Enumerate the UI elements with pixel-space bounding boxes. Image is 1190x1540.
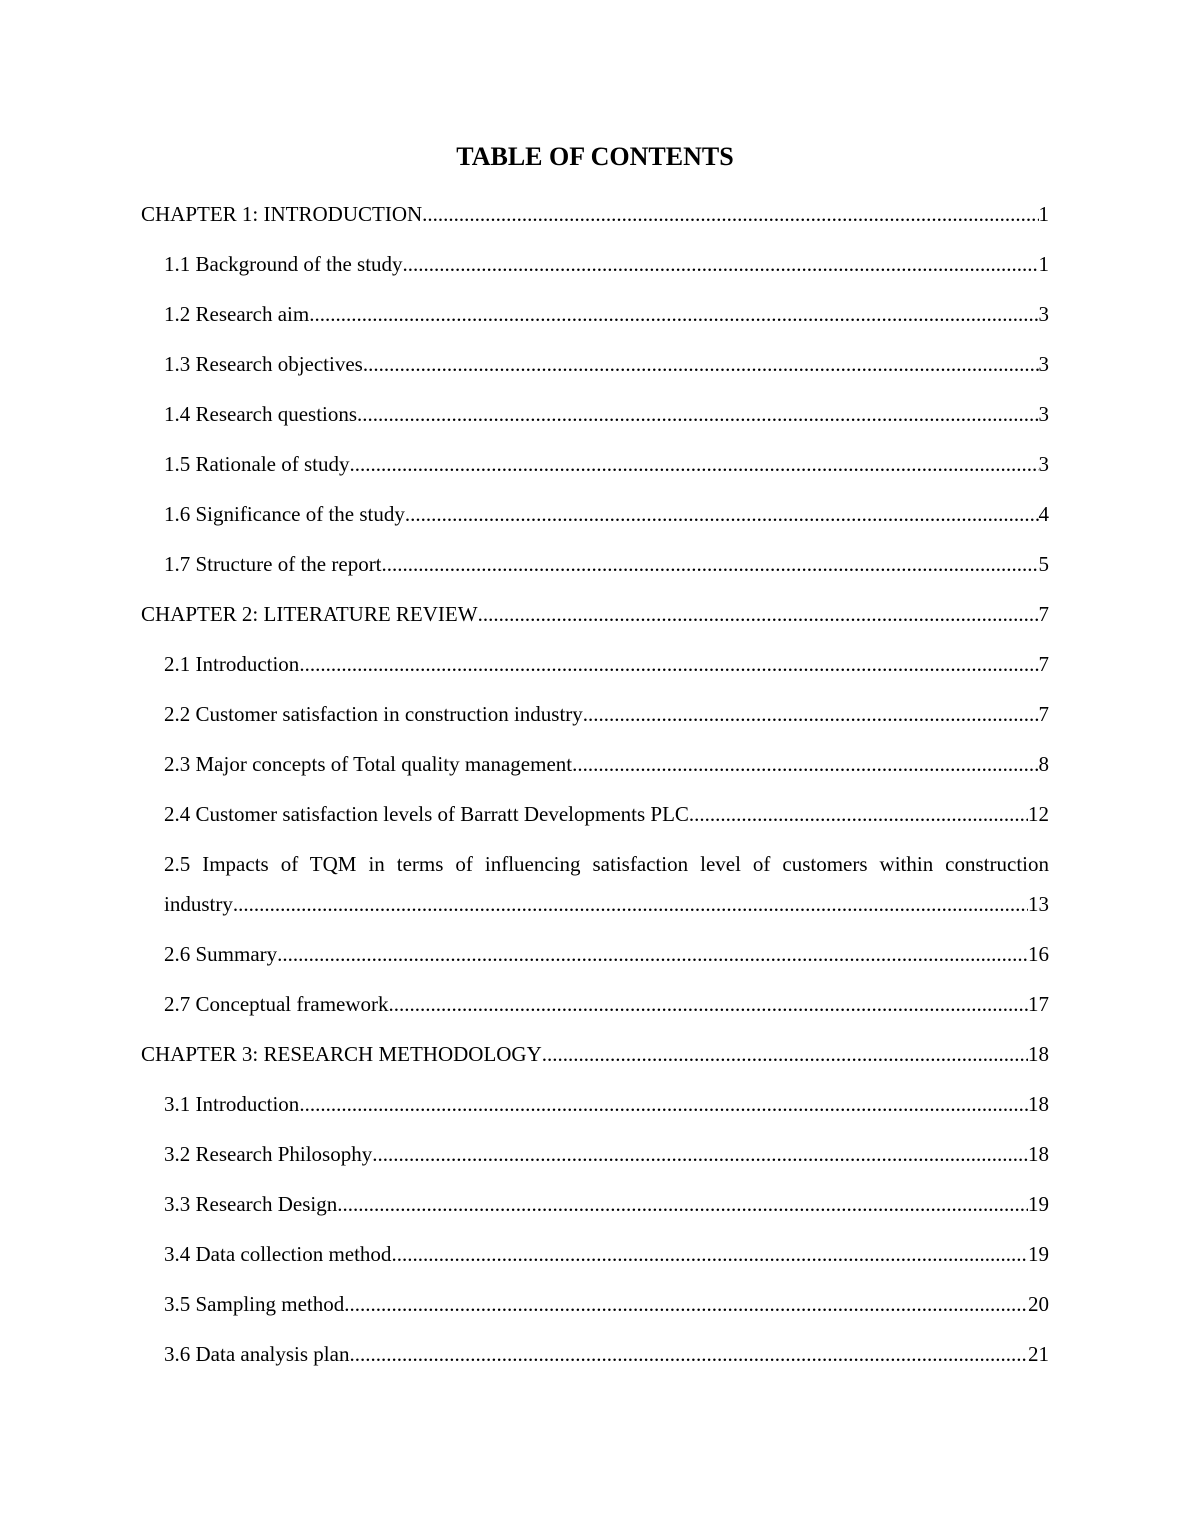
toc-entry-label: 3.6 Data analysis plan <box>164 1342 350 1366</box>
toc-dot-leader <box>357 394 1038 434</box>
toc-entry-chapter-2[interactable] <box>0 594 1190 634</box>
toc-entry-label: 3.3 Research Design <box>164 1192 338 1216</box>
toc-entry-label: 3.2 Research Philosophy <box>164 1142 373 1166</box>
toc-dot-leader <box>299 1084 1028 1124</box>
toc-list <box>0 194 1190 1384</box>
toc-dot-leader <box>363 344 1039 384</box>
toc-page-number: 7 <box>1038 602 1049 626</box>
toc-entry-1-6[interactable] <box>0 494 1190 534</box>
toc-entry-2-4[interactable] <box>0 794 1190 834</box>
toc-entry-label: CHAPTER 1: INTRODUCTION <box>141 202 423 226</box>
toc-entry-label: 2.1 Introduction <box>164 652 300 676</box>
toc-dot-leader <box>583 694 1039 734</box>
toc-page-number: 8 <box>1038 752 1049 776</box>
toc-entry-2-3[interactable] <box>0 744 1190 784</box>
toc-entry-label: 3.4 Data collection method <box>164 1242 392 1266</box>
toc-entry-2-2[interactable] <box>0 694 1190 734</box>
toc-page-number: 18 <box>1028 1092 1049 1116</box>
toc-entry-label: 2.2 Customer satisfaction in construction industry <box>164 702 583 726</box>
toc-page-number: 3 <box>1038 302 1049 326</box>
toc-entry-label: 1.4 Research questions <box>164 402 358 426</box>
toc-entry-1-4[interactable] <box>0 394 1190 434</box>
toc-dot-leader <box>309 294 1038 334</box>
toc-entry-chapter-1[interactable] <box>0 194 1190 234</box>
toc-entry-label: CHAPTER 3: RESEARCH METHODOLOGY <box>141 1042 542 1066</box>
toc-entry-2-7[interactable] <box>0 984 1190 1024</box>
toc-entry-3-2[interactable] <box>0 1134 1190 1174</box>
toc-entry-label: 2.6 Summary <box>164 942 278 966</box>
toc-entry-label-line1: 2.5 Impacts of TQM in terms of influencing satisfaction level of customers within construction <box>164 852 1049 876</box>
toc-page-number: 3 <box>1038 452 1049 476</box>
toc-entry-3-4[interactable] <box>0 1234 1190 1274</box>
toc-entry-label: 1.6 Significance of the study <box>164 502 405 526</box>
toc-page-number: 20 <box>1028 1292 1049 1316</box>
toc-dot-leader <box>299 644 1038 684</box>
toc-entry-label: 2.4 Customer satisfaction levels of Barratt Developments PLC <box>164 802 689 826</box>
toc-page-number: 21 <box>1028 1342 1049 1366</box>
toc-entry-label: 2.3 Major concepts of Total quality management <box>164 752 573 776</box>
toc-entry-3-1[interactable] <box>0 1084 1190 1124</box>
toc-entry-label: CHAPTER 2: LITERATURE REVIEW <box>141 602 478 626</box>
toc-dot-leader <box>422 194 1038 234</box>
toc-entry-2-1[interactable] <box>0 644 1190 684</box>
toc-entry-1-5[interactable] <box>0 444 1190 484</box>
toc-dot-leader <box>391 1234 1028 1274</box>
toc-dot-leader <box>389 984 1028 1024</box>
toc-dot-leader <box>572 744 1038 784</box>
toc-page-number: 3 <box>1038 402 1049 426</box>
toc-entry-label: 1.2 Research aim <box>164 302 310 326</box>
toc-page-number: 1 <box>1038 252 1049 276</box>
toc-dot-leader <box>542 1034 1028 1074</box>
toc-dot-leader <box>349 444 1038 484</box>
toc-page-number: 16 <box>1028 942 1049 966</box>
toc-dot-leader <box>478 594 1039 634</box>
toc-entry-1-2[interactable] <box>0 294 1190 334</box>
toc-page-number: 7 <box>1038 702 1049 726</box>
toc-page-number: 18 <box>1028 1142 1049 1166</box>
toc-entry-label-line2: industry <box>164 892 233 916</box>
toc-dot-leader <box>382 544 1039 584</box>
toc-entry-2-5[interactable] <box>0 844 1190 924</box>
toc-page-number: 12 <box>1028 802 1049 826</box>
toc-entry-label: 1.1 Background of the study <box>164 252 403 276</box>
toc-entry-label: 1.5 Rationale of study <box>164 452 350 476</box>
toc-entry-label: 2.7 Conceptual framework <box>164 992 389 1016</box>
toc-page-number: 4 <box>1038 502 1049 526</box>
toc-entry-label: 1.7 Structure of the report <box>164 552 382 576</box>
toc-dot-leader <box>349 1334 1028 1374</box>
toc-page-number: 19 <box>1028 1242 1049 1266</box>
toc-dot-leader <box>372 1134 1028 1174</box>
toc-dot-leader <box>689 794 1028 834</box>
toc-entry-3-6[interactable] <box>0 1334 1190 1374</box>
toc-dot-leader <box>403 244 1039 284</box>
toc-entry-label: 3.1 Introduction <box>164 1092 300 1116</box>
toc-title: TABLE OF CONTENTS <box>456 142 734 171</box>
toc-page-number: 5 <box>1038 552 1049 576</box>
toc-entry-chapter-3[interactable] <box>0 1034 1190 1074</box>
toc-dot-leader <box>405 494 1039 534</box>
toc-page-number: 18 <box>1028 1042 1049 1066</box>
toc-page-number: 19 <box>1028 1192 1049 1216</box>
toc-entry-3-3[interactable] <box>0 1184 1190 1224</box>
toc-entry-1-7[interactable] <box>0 544 1190 584</box>
toc-page-number: 3 <box>1038 352 1049 376</box>
toc-page-number: 7 <box>1038 652 1049 676</box>
toc-entry-1-1[interactable] <box>0 244 1190 284</box>
toc-dot-leader <box>277 934 1028 974</box>
toc-entry-3-5[interactable] <box>0 1284 1190 1324</box>
toc-page-number: 13 <box>1028 892 1049 916</box>
toc-entry-1-3[interactable] <box>0 344 1190 384</box>
toc-entry-label: 1.3 Research objectives <box>164 352 363 376</box>
toc-dot-leader <box>344 1284 1028 1324</box>
toc-entry-label: 3.5 Sampling method <box>164 1292 345 1316</box>
toc-page-number: 17 <box>1028 992 1049 1016</box>
toc-entry-2-6[interactable] <box>0 934 1190 974</box>
toc-entry-line2 <box>164 884 1049 924</box>
toc-page-number: 1 <box>1038 202 1049 226</box>
toc-dot-leader <box>233 884 1028 924</box>
toc-dot-leader <box>337 1184 1028 1224</box>
